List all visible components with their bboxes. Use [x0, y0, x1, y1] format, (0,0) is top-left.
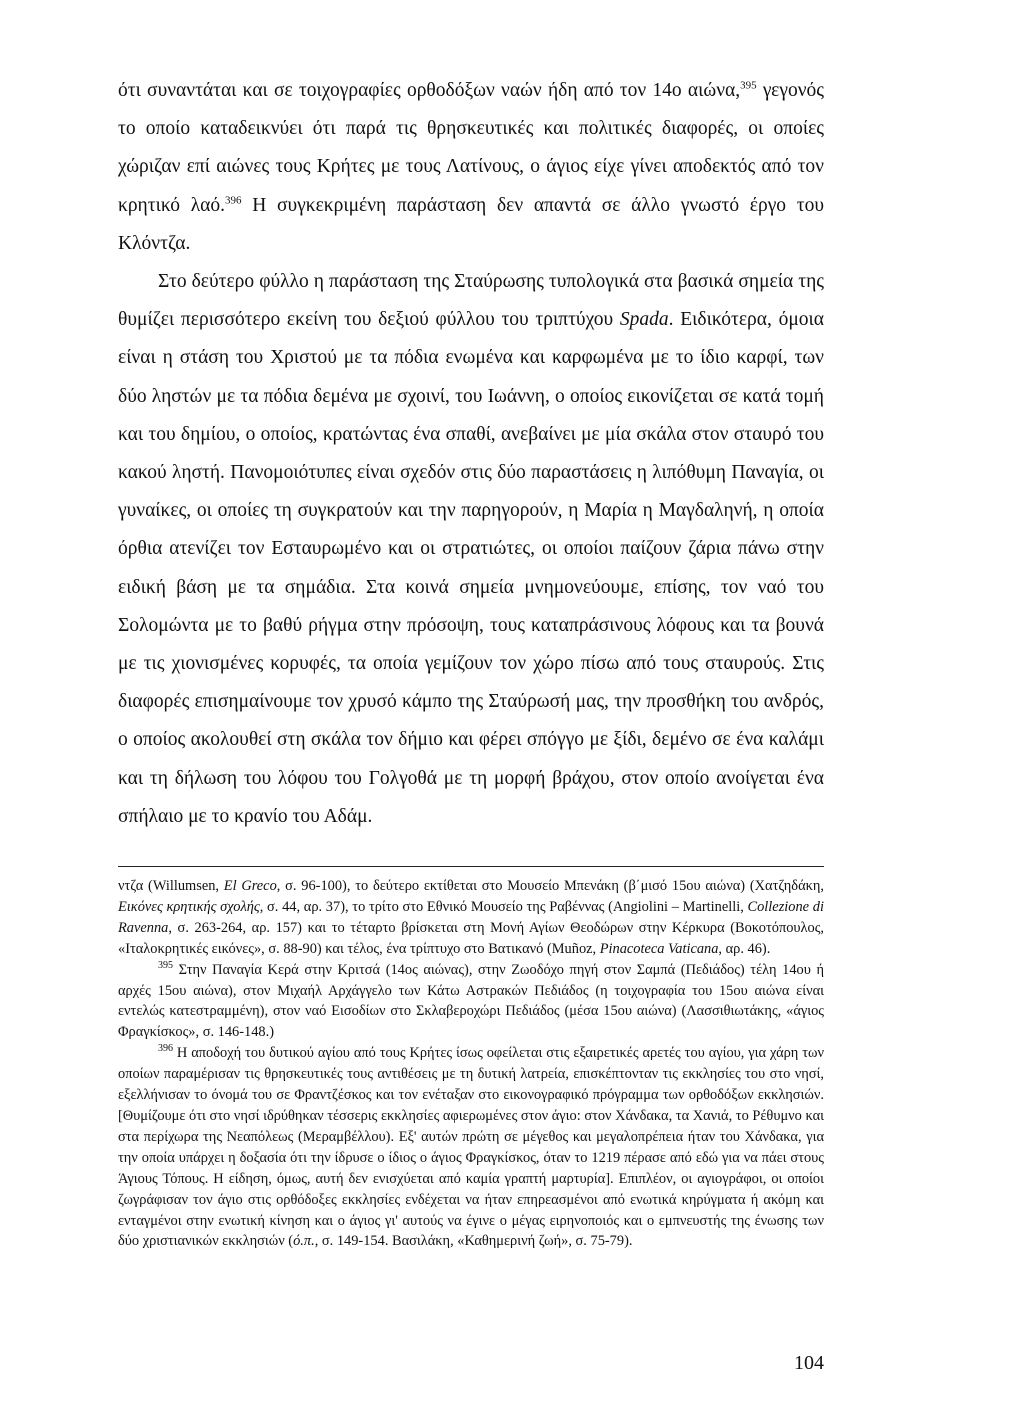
footnote-ref-395[interactable]: 395 [740, 79, 757, 92]
footnote-ref-396[interactable]: 396 [225, 194, 242, 207]
footnote-number: 395 [158, 959, 173, 971]
page-number: 104 [794, 1352, 824, 1374]
italic-title: El Greco [223, 878, 277, 894]
footnote-divider [118, 866, 824, 867]
text-run: ότι συναντάται και σε τοιχογραφίες ορθοδόξων ναών ήδη από τον 14ο αιώνα, [118, 80, 741, 101]
text-run: Η αποδοχή του δυτικού αγίου από τους Κρήτες ίσως οφείλεται στις εξαιρετικές αρετές του αγίου, για χάρη των οποίων παραμέρισαν τις θρησκευτικές τους αντιθέσεις με τη δυτική λατρεία, επισκέπτονταν τις εκκλησίες του στο νησί, εξελλήνισαν το όνομά του σε Φραντζέσκος και τον ενέταξαν στο εικονογραφικό πρόγραμμα των ορθοδόξων εκκλησιών. [Θυμίζουμε ότι στο νησί ιδρύθηκαν τέσσερις εκκλησίες αφιερωμένες στον άγιο: στον Χάνδακα, τα Χανιά, το Ρέθυμνο και στα περίχωρα της Νεαπόλεως (Μεραμβέλλου). Εξ' αυτών πρώτη σε μέγεθος και μεγαλοπρέπεια ήταν του Χάνδακα, για την οποία υπάρχει η δοξασία ότι την ίδρυσε ο ίδιος ο άγιος Φραγκίσκος, όταν το 1219 πέρασε από εδώ για να πάει στους Άγιους Τόπους. Η είδηση, όμως, αυτή δεν ενισχύεται από καμία γραπτή μαρτυρία]. Επιπλέον, οι αγιογράφοι, οι οποίοι ζωγράφισαν τον άγιο στις ορθόδοξες εκκλησίες ενδέχεται να ήταν επηρεασμένοι από ενωτικά κηρύγματα ή ακόμη και ενταγμένοι στην ενωτική κίνηση και ο άγιος γι' αυτούς να έγινε ο μέγας ειρηνοποιός και ο εμπνευστής της ένωσης των δύο χριστιανικών εκκλησιών ( [118, 1045, 824, 1250]
main-text [118, 72, 824, 836]
text-run: Στην Παναγία Κερά στην Κριτσά (14ος αιώνας), στην Ζωοδόχο πηγή στον Σαμπά (Πεδιάδος) τέλη 14ου ή αρχές 15ου αιώνα), στον Μιχαήλ Αρχάγγελο των Κάτω Αστρακών Πεδιάδος (η τοιχογραφία του 15ου αιώνα είναι εντελώς κατεστραμμένη), στον ναό Εισοδίων στο Σκλαβεροχώρι Πεδιάδος (μέσα 15ου αιώνα) (Λασσιθιωτάκης, «άγιος Φραγκίσκος», σ. 146-148.) [118, 961, 824, 1041]
italic-abbrev: ό.π. [293, 1233, 315, 1250]
italic-title: Εικόνες κρητικής σχολής [118, 898, 260, 915]
text-run: ντζα (Willumsen, [118, 878, 224, 894]
text-run: , σ. 96-100), το δεύτερο εκτίθεται στο Μουσείο Μπενάκη (β΄μισό 15ου αιώνα) (Χατζηδάκη, [276, 878, 824, 894]
footnote-continuation [118, 876, 824, 960]
text-run: Στο δεύτερο φύλλο η παράσταση της Σταύρωσης τυπολογικά στα βασικά σημεία της θυμίζει περισσότερο εκείνη του δεξιού φύλλου του τριπτύχου [118, 271, 824, 331]
italic-title: Spada [619, 309, 669, 331]
paragraph-2 [118, 263, 824, 836]
italic-title: Pinacoteca Vaticana [599, 940, 719, 957]
text-run: , σ. 149-154. Βασιλάκη, «Καθημερινή ζωή», σ. 75-79). [314, 1233, 633, 1250]
paragraph-1 [118, 72, 824, 263]
text-run: , σ. 44, αρ. 37), το τρίτο στο Εθνικό Μουσείο της Ραβέννας (Angiolini – Martinelli, [259, 898, 748, 915]
footnote-395 [118, 960, 824, 1044]
text-run: , σ. 263-264, αρ. 157) και το τέταρτο βρίσκεται στη Μονή Αγίων Θεοδώρων στην Κέρκυρα (Βοκοτόπουλος, «Ιταλοκρητικές εικόνες», σ. 88-90) και τέλος, ένα τρίπτυχο στο Βατικανό (Muñoz, [118, 919, 824, 957]
text-run: . Ειδικότερα, όμοια είναι η στάση του Χριστού με τα πόδια ενωμένα και καρφωμένα με το ίδιο καρφί, των δύο ληστών με τα πόδια δεμένα με σχοινί, του Ιωάννη, ο οποίος εικονίζεται σε κατά τομή και του δημίου, ο οποίος, κρατώντας ένα σπαθί, ανεβαίνει με μία σκάλα στον σταυρό του κακού ληστή. Πανομοιότυπες είναι σχεδόν στις δύο παραστάσεις η λιπόθυμη Παναγία, οι γυναίκες, οι οποίες τη συγκρατούν και την παρηγορούν, η Μαρία η Μαγδαληνή, η οποία όρθια ατενίζει τον Εσταυρωμένο και οι στρατιώτες, οι οποίοι παίζουν ζάρια πάνω στην ειδική βάση με τα σημάδια. Στα κοινά σημεία μνημονεύουμε, επίσης, τον ναό του Σολομώντα με το βαθύ ρήγμα στην πρόσοψη, τους καταπράσινους λόφους και τα βουνά με τις χιονισμένες κορυφές, τα οποία γεμίζουν τον χώρο πίσω από τους σταυρούς. Στις διαφορές επισημαίνουμε τον χρυσό κάμπο της Σταύρωσή μας, την προσθήκη του ανδρός, ο οποίος ακολουθεί στη σκάλα τον δήμιο και φέρει σπόγγο με ξίδι, δεμένο σε ένα καλάμι και τη δήλωση του λόφου του Γολγοθά με τη μορφή βράχου, στον οποίο ανοίγεται ένα σπήλαιο με το κρανίο του Αδάμ. [118, 309, 824, 827]
text-run: , αρ. 46). [718, 940, 771, 957]
italic-title: Collezione di Ravenna [118, 898, 824, 936]
footnote-396 [118, 1043, 824, 1252]
text-run: γεγονός το οποίο καταδεικνύει ότι παρά τις θρησκευτικές και πολιτικές διαφορές, οι οποίες χώριζαν επί αιώνες τους Κρήτες με τους Λατίνους, ο άγιος είχε γίνει αποδεκτός από τον κρητικό λαό. [118, 80, 824, 216]
text-run: Η συγκεκριμένη παράσταση δεν απαντά σε άλλο γνωστό έργο του Κλόντζα. [118, 194, 825, 254]
footnotes [118, 876, 824, 1252]
footnote-number: 396 [158, 1043, 173, 1055]
